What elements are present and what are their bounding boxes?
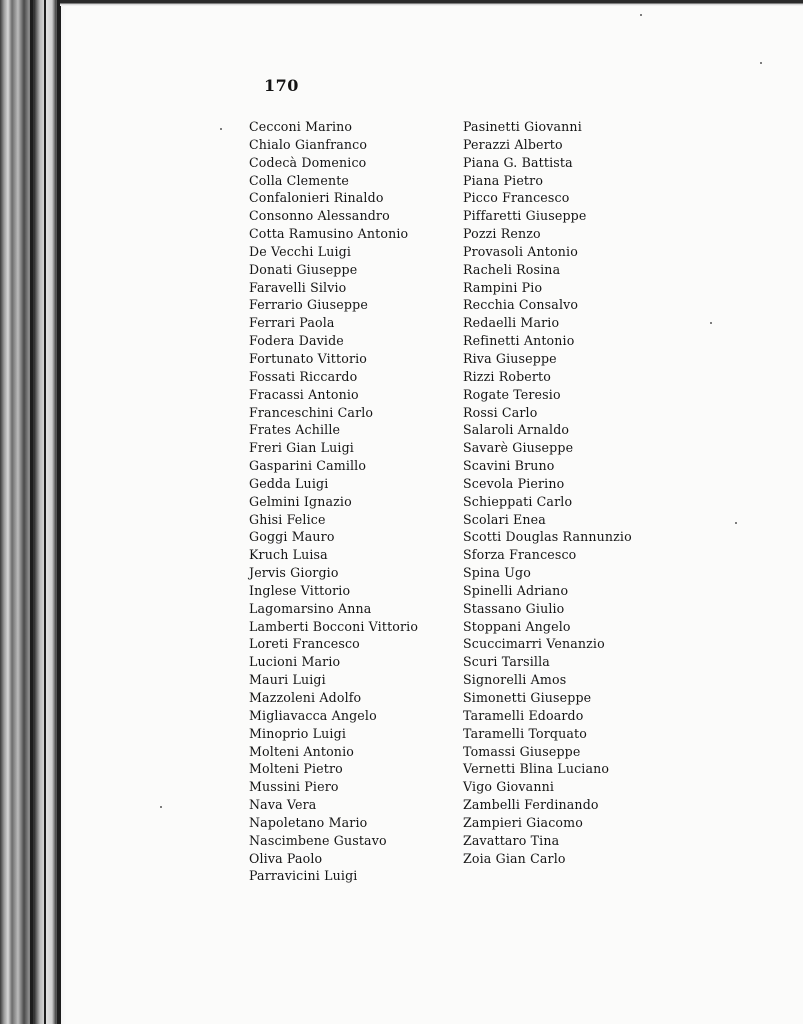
- name-entry: Lucioni Mario: [249, 654, 341, 670]
- name-entry: Lagomarsino Anna: [249, 600, 372, 616]
- page-number: 170: [264, 76, 299, 95]
- name-entry: Confalonieri Rinaldo: [249, 190, 384, 206]
- name-entry: Minoprio Luigi: [249, 725, 347, 741]
- name-entry: Inglese Vittorio: [249, 582, 351, 598]
- name-entry: Fossati Riccardo: [249, 368, 358, 384]
- name-entry: Frates Achille: [249, 422, 341, 438]
- name-entry: Savarè Giuseppe: [463, 440, 574, 456]
- binding-line: [57, 0, 61, 1024]
- name-entry: Ghisi Felice: [249, 511, 326, 527]
- name-entry: Nascimbene Gustavo: [249, 832, 387, 848]
- name-entry: Kruch Luisa: [249, 547, 328, 563]
- name-entry: Molteni Pietro: [249, 761, 343, 777]
- name-entry: Scevola Pierino: [463, 475, 565, 491]
- name-entry: Zoia Gian Carlo: [463, 850, 566, 866]
- name-entry: Perazzi Alberto: [463, 136, 563, 152]
- name-entry: Vigo Giovanni: [463, 779, 555, 795]
- name-entry: Spinelli Adriano: [463, 582, 569, 598]
- name-entry: Gelmini Ignazio: [249, 493, 352, 509]
- name-entry: Rizzi Roberto: [463, 368, 552, 384]
- name-entry: Zavattaro Tina: [463, 832, 560, 848]
- name-entry: Colla Clemente: [249, 172, 350, 188]
- name-entry: Recchia Consalvo: [463, 297, 579, 313]
- name-entry: Chialo Gianfranco: [249, 136, 368, 152]
- scan-speck: [640, 14, 642, 16]
- name-entry: Piana G. Battista: [463, 154, 573, 170]
- name-entry: Cotta Ramusino Antonio: [249, 226, 409, 242]
- name-entry: Goggi Mauro: [249, 529, 335, 545]
- name-entry: Codecà Domenico: [249, 154, 367, 170]
- name-entry: Taramelli Edoardo: [463, 707, 584, 723]
- name-entry: Freri Gian Luigi: [249, 440, 354, 456]
- name-entry: Molteni Antonio: [249, 743, 354, 759]
- name-entry: Schieppati Carlo: [463, 493, 573, 509]
- name-entry: Stassano Giulio: [463, 600, 565, 616]
- name-entry: Fortunato Vittorio: [249, 350, 368, 366]
- name-entry: Scotti Douglas Rannunzio: [463, 529, 632, 545]
- name-entry: Signorelli Amos: [463, 672, 567, 688]
- name-entry: Nava Vera: [249, 797, 317, 813]
- scan-speck: [220, 128, 222, 130]
- names-list-left-column: [249, 118, 418, 885]
- name-entry: Migliavacca Angelo: [249, 707, 377, 723]
- scan-speck: [760, 62, 762, 64]
- name-entry: Vernetti Blina Luciano: [463, 761, 610, 777]
- name-entry: De Vecchi Luigi: [249, 243, 352, 259]
- name-entry: Simonetti Giuseppe: [463, 690, 592, 705]
- name-entry: Sforza Francesco: [463, 547, 577, 563]
- name-entry: Redaelli Mario: [463, 315, 560, 331]
- name-entry: Cecconi Marino: [249, 119, 353, 134]
- name-entry: Picco Francesco: [463, 190, 570, 206]
- names-list-right-column: [463, 118, 632, 867]
- name-entry: Refinetti Antonio: [463, 333, 575, 349]
- name-entry: Mauri Luigi: [249, 672, 326, 688]
- name-entry: Rampini Pio: [463, 279, 543, 295]
- name-entry: Oliva Paolo: [249, 850, 323, 866]
- name-entry: Ferrari Paola: [249, 315, 335, 331]
- name-entry: Mussini Piero: [249, 779, 339, 795]
- name-entry: Gedda Luigi: [249, 475, 329, 491]
- binding-line: [30, 0, 33, 1024]
- name-entry: Scuri Tarsilla: [463, 654, 550, 670]
- name-entry: Rogate Teresio: [463, 386, 561, 402]
- name-entry: Piana Pietro: [463, 172, 544, 188]
- name-entry: Rossi Carlo: [463, 404, 538, 420]
- name-entry: Napoletano Mario: [249, 814, 368, 830]
- name-entry: Jervis Giorgio: [249, 565, 339, 581]
- scan-speck: [735, 522, 737, 524]
- name-entry: Gasparini Camillo: [249, 458, 367, 474]
- name-entry: Scuccimarri Venanzio: [463, 636, 605, 652]
- name-entry: Mazzoleni Adolfo: [249, 690, 362, 705]
- page-top-edge: [60, 0, 803, 6]
- name-entry: Pasinetti Giovanni: [463, 119, 582, 134]
- name-entry: Parravicini Luigi: [249, 868, 358, 884]
- name-entry: Donati Giuseppe: [249, 261, 358, 277]
- binding-line: [44, 0, 46, 1024]
- name-entry: Salaroli Arnaldo: [463, 422, 570, 438]
- name-entry: Spina Ugo: [463, 565, 531, 581]
- scan-speck: [160, 806, 162, 808]
- name-entry: Ferrario Giuseppe: [249, 297, 368, 313]
- name-entry: Provasoli Antonio: [463, 243, 578, 259]
- name-entry: Tomassi Giuseppe: [463, 743, 581, 759]
- name-entry: Loreti Francesco: [249, 636, 360, 652]
- name-entry: Zambelli Ferdinando: [463, 797, 599, 813]
- name-entry: Scolari Enea: [463, 511, 546, 527]
- name-entry: Consonno Alessandro: [249, 208, 390, 224]
- name-entry: Pozzi Renzo: [463, 226, 541, 242]
- name-entry: Piffaretti Giuseppe: [463, 208, 587, 224]
- name-entry: Lamberti Bocconi Vittorio: [249, 618, 419, 634]
- name-entry: Fodera Davide: [249, 333, 344, 349]
- name-entry: Faravelli Silvio: [249, 279, 347, 295]
- name-entry: Riva Giuseppe: [463, 350, 557, 366]
- name-entry: Taramelli Torquato: [463, 725, 587, 741]
- name-entry: Racheli Rosina: [463, 261, 561, 277]
- name-entry: Fracassi Antonio: [249, 386, 359, 402]
- scan-speck: [710, 322, 712, 324]
- name-entry: Scavini Bruno: [463, 458, 555, 474]
- name-entry: Franceschini Carlo: [249, 404, 374, 420]
- name-entry: Stoppani Angelo: [463, 618, 571, 634]
- name-entry: Zampieri Giacomo: [463, 814, 583, 830]
